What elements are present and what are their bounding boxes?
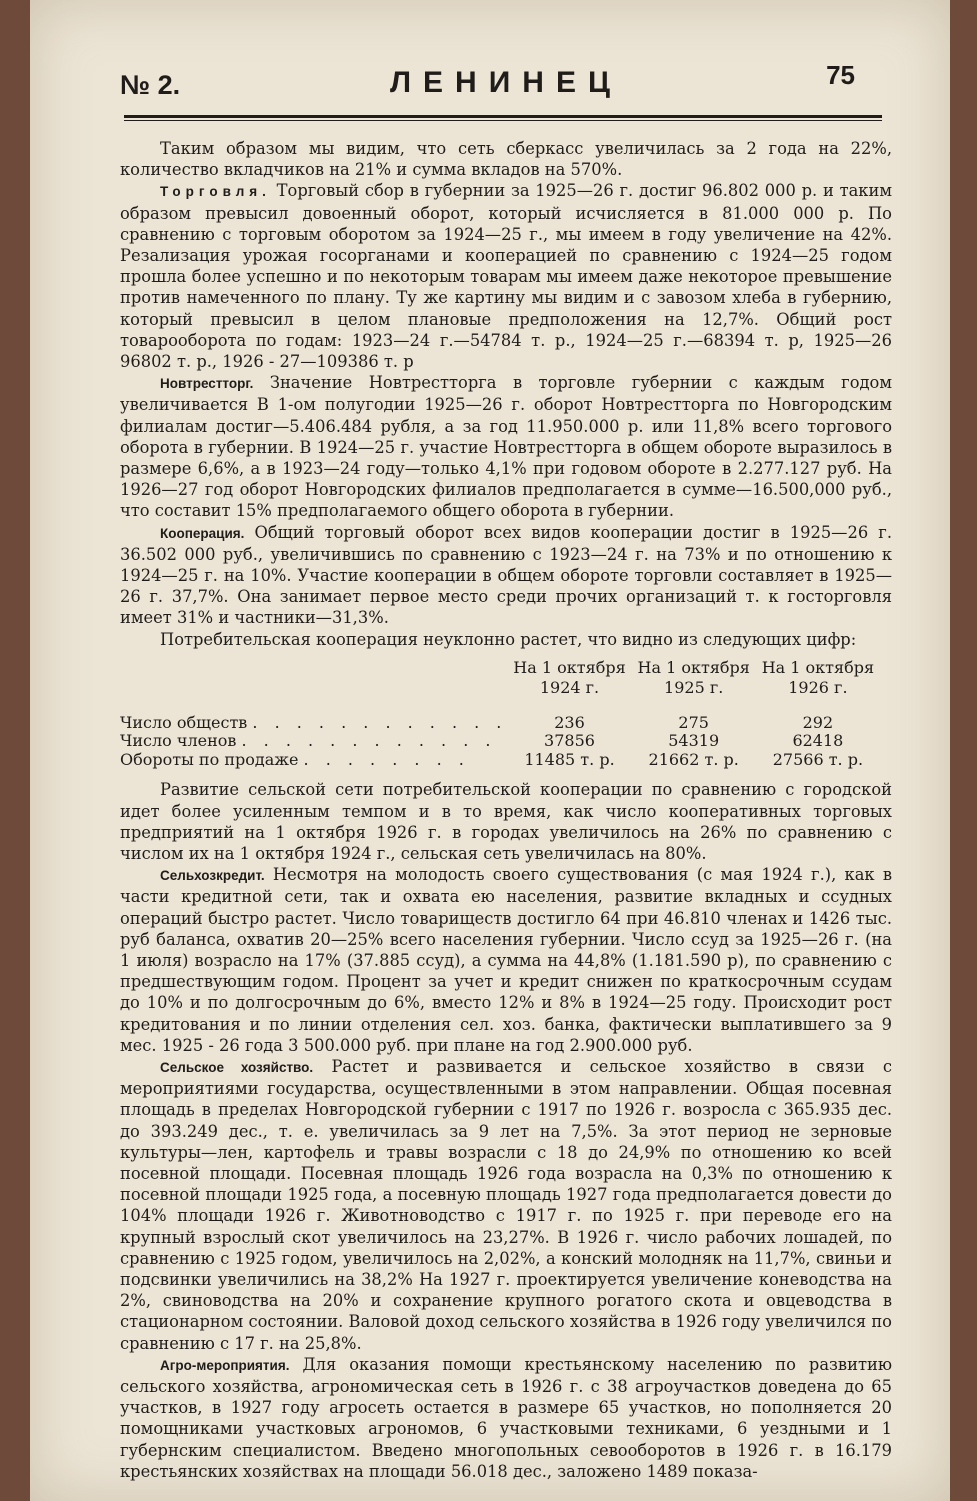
table-header: На 1 октября 1925 г. — [637, 657, 750, 697]
cooperation-text: Общий торговый оборот всех видов кооперации достиг в 1925—26 г. 36.502 000 руб., увеличившись по сравнению с 1923—24 г. на 73% и по отношению к 1924—25 г. на 10%. Участие кооперации в общем обороте торговли составляет в 1925—26 г. 37,7%. Она занимает первое место среди прочих организаций т. к госторговля имеет 31% и частники—31,3%. — [120, 522, 892, 628]
table-cell: 11485 т. р. — [524, 749, 615, 769]
agro-heading: Агро-мероприятия. — [160, 1357, 290, 1373]
newspaper-title: ЛЕНИНЕЦ — [390, 66, 622, 99]
agriculture-heading: Сельское хозяйство. — [160, 1060, 314, 1076]
trade-paragraph — [120, 180, 892, 372]
table-cell: 37856 — [544, 731, 595, 751]
credit-text: Несмотря на молодость своего существования (с мая 1924 г.), как в части кредитной сети, так и охвата ею населения, развитие вкладных и ссудных операций быстро растет. Число товариществ достигло 64 при 46.810 членах и 1426 тыс. руб баланса, охватив 20—25% всего населения губернии. Число ссуд за 1925—26 г. (на 1 июля) возрасло на 17% (37.885 ссуд), а сумма на 44,8% (1.181.590 р), по сравнению с предшествующим годом. Процент за учет и кредит снижен по краткосрочным ссудам до 10% и по долгосрочным до 6%, вместо 12% и 8% в 1924—25 году. Происходит рост кредитования и по линии отделения сел. хоз. банка, фактически выплатившего за 9 мес. 1925 - 26 года 3 500.000 руб. при плане на год 2.900.000 руб. — [120, 865, 893, 1055]
table-cell: 27566 т. р. — [772, 749, 864, 769]
row-label: Число обществ . . . . . . . . . . . . — [120, 713, 508, 732]
issue-number: № 2. — [120, 70, 181, 100]
credit-paragraph — [120, 864, 892, 1056]
table-cell: 62418 — [792, 731, 844, 751]
trade-heading: Торговля. — [160, 184, 271, 200]
table-cell: 54319 — [668, 731, 720, 751]
agro-text: Для оказания помощи крестьянскому населению по развитию сельского хозяйства, агрономическая сеть в 1926 г. с 38 агроучастков доведена до 65 участков, в 1927 году агросеть остается в размере 65 участков, но пополняется 20 помощниками участковых агрономов, 6 участковыми техниками, 6 уездными и 1 губернским специалистом. Введено многопольных севооборотов в 1926 г. в 16.179 крестьянских хозяйствах на площади 56.018 дес., заложено 1489 показа- — [120, 1354, 892, 1481]
table-cell: 236 — [554, 712, 585, 732]
header-rule — [124, 115, 882, 121]
page-header — [120, 58, 855, 108]
table-header-blank — [120, 658, 507, 714]
novtrest-text: Значение Новтрестторга в торговле губернии с каждым годом увеличивается В 1-ом полугодии 1925—26 г. оборот Новтрестторга по Новгородским филиалам достиг—5.406.484 рубля, а за год 11.950.000 р. или 11,8% всего торгового оборота в губернии. В 1924—25 г. участие Новтрестторга в общем обороте выразилось в размере 6,6%, а в 1923—24 году—только 4,1% при годовом обороте в 2.277.127 руб. На 1926—27 год оборот Новгородских филиалов предполагается в сумме—16.500,000 руб., что составит 15% предполагаемого общего оборота в губернии. — [120, 373, 892, 521]
credit-heading: Сельхозкредит. — [160, 868, 265, 884]
novtrest-heading: Новтрестторг. — [160, 376, 254, 392]
table-cell: 21662 т. р. — [648, 749, 739, 769]
cooperation-heading: Кооперация. — [160, 525, 245, 541]
agriculture-paragraph — [120, 1056, 892, 1354]
agro-paragraph — [120, 1354, 892, 1482]
cooperation-paragraph — [120, 522, 892, 629]
intro-paragraph: Таким образом мы видим, что сеть сберкасс увеличилась за 2 года на 22%, количество вкладчиков на 21% и сумма вкладов на 570%. — [120, 139, 892, 180]
newspaper-page — [30, 0, 950, 1501]
table-row — [120, 751, 880, 770]
novtrest-paragraph — [120, 372, 892, 521]
article-body — [120, 138, 892, 1482]
table-header: На 1 октября 1926 г. — [761, 657, 875, 697]
table-row — [120, 732, 880, 751]
agriculture-text: Растет и развивается и сельское хозяйство в связи с мероприятиями государства, осуществленными в этом направлении. Общая посевная площадь в пределах Новгородской губернии с 1917 по 1926 г. возросла с 365.935 дес. до 393.249 дес., т. е. увеличилась за 9 лет на 7,5%. За этот период не зерновые культуры—лен, картофель и травы возрасли с 18 до 24,9% по отношению ко всей посевной площади. Посевная площадь 1926 года возрасла на 0,3% по отношению к посевной площади 1925 года, а посевную площадь 1927 года предполагается довести до 104% площади 1926 г. Животноводство с 1917 г. по 1925 г. при переводе его на крупный взрослый скот увеличилось на 23,27%. В 1926 г. число рабочих лошадей, по сравнению с 1925 годом, увеличилось на 2,02%, а конский молодняк на 11,7%, свиньи и подсвинки увеличились на 38,2% На 1927 г. проектируется увеличение коневодства на 2%, свиноводства на 20% и сохранение крупного рогатого скота и овцеводства в стационарном состоянии. Валовой доход сельского хозяйства в 1926 году увеличился по сравнению с 17 г. на 25,8%. — [120, 1057, 893, 1353]
trade-text: Торговый сбор в губернии за 1925—26 г. достиг 96.802 000 р. и таким образом превысил довоенный оборот, который исчисляется в 81.000 000 р. По сравнению с торговым оборотом за 1924—25 г., мы имеем в году увеличение на 42%. Резализация урожая госорганами и кооперацией по сравнению с 1924—25 годом прошла более успешно и по некоторым товарам мы имеем даже некоторое превышение против намеченного по плану. Ту же картину мы видим и с завозом хлеба в губернию, который превысил в целом плановые предположения на 12,7%. Общий рост товарооборота по годам: 1923—24 г.—54784 т. р., 1924—25 г.—68394 т. р, 1925—26 96802 т. р., 1926 - 27—109386 т. р — [120, 181, 892, 372]
consumer-intro: Потребительская кооперация неуклонно растет, что видно из следующих цифр: — [160, 629, 857, 649]
table-row — [120, 714, 880, 733]
row-label: Обороты по продаже . . . . . . . . — [120, 750, 470, 769]
table-cell: 275 — [678, 712, 709, 732]
page-number: 75 — [826, 60, 855, 90]
table-header: На 1 октября 1924 г. — [513, 657, 626, 697]
cooperation-table — [120, 658, 880, 770]
rural-network-paragraph: Развитие сельской сети потребительской кооперации по сравнению с городской идет более усиленным темпом и в то время, как число кооперативных торговых предприятий на 1 октября 1926 г. в городах увеличилось на 26% по сравнению с числом их на 1 октября 1924 г., сельская сеть увеличилась на 80%. — [120, 780, 892, 863]
row-label: Число членов . . . . . . . . . . . . — [120, 732, 497, 751]
table-header-row — [120, 658, 880, 714]
table-cell: 292 — [802, 712, 834, 732]
